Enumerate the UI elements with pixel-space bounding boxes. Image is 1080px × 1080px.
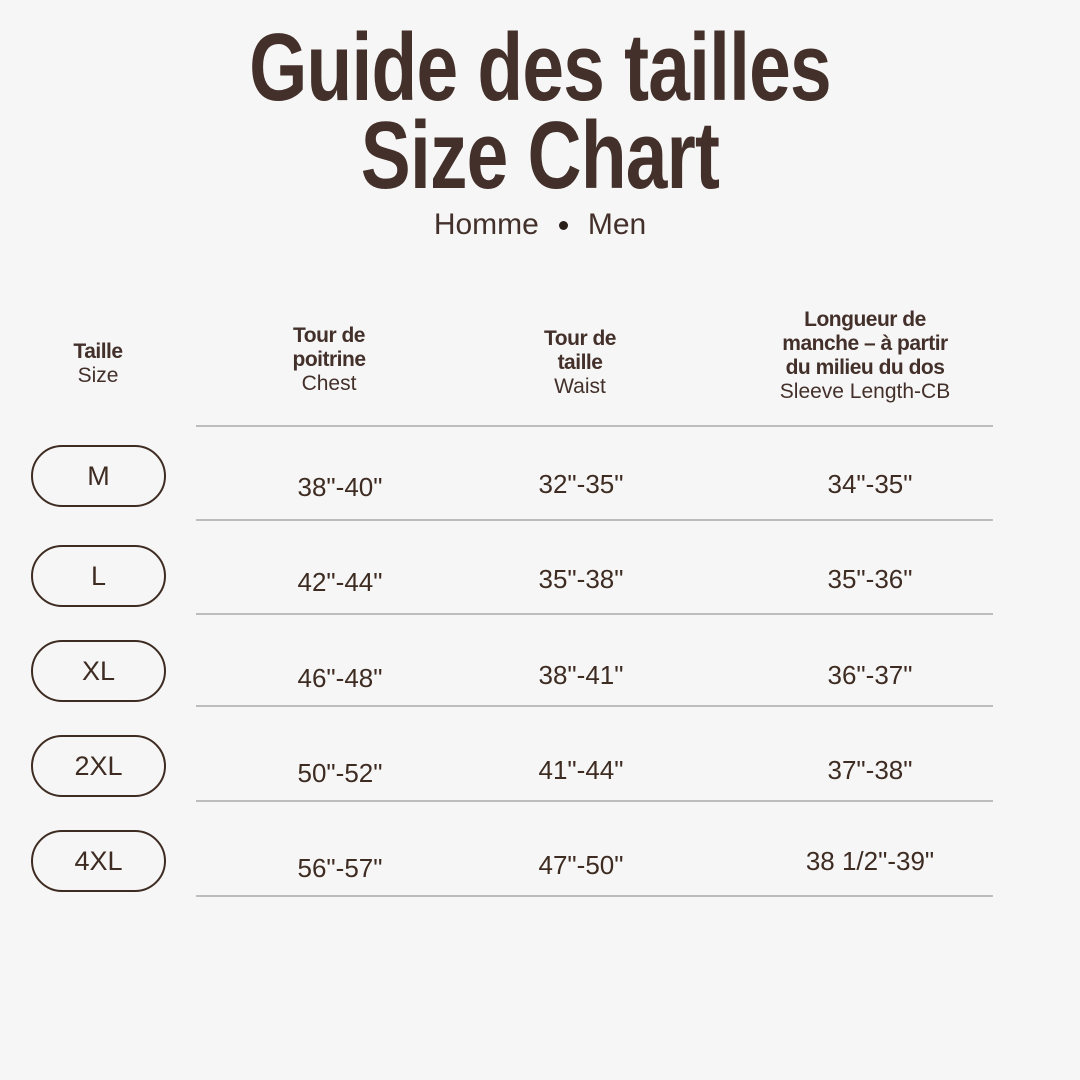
- waist-value: 41"-44": [538, 755, 624, 785]
- sleeve-value: 38 1/2"-39": [805, 846, 935, 876]
- size-badge-xl: XL: [31, 640, 166, 702]
- waist-value: 47"-50": [538, 850, 624, 880]
- table-divider: [196, 425, 993, 427]
- page-title-english: Size Chart: [360, 102, 720, 209]
- chest-value: 56"-57": [297, 853, 383, 883]
- column-header-size-fr: Taille: [73, 340, 123, 363]
- column-header-sleeve: [750, 308, 980, 404]
- size-badge-l: L: [31, 545, 166, 607]
- chest-value: 38"-40": [297, 472, 383, 502]
- page-title-french: Guide des tailles: [249, 14, 831, 121]
- subtitle: [0, 208, 1080, 242]
- sleeve-value: 35"-36": [827, 564, 913, 594]
- column-header-size: [48, 340, 148, 388]
- chest-value: 46"-48": [297, 663, 383, 693]
- size-badge-m: M: [31, 445, 166, 507]
- waist-value: 35"-38": [538, 564, 624, 594]
- column-header-waist-en: Waist: [554, 375, 606, 398]
- table-divider: [196, 800, 993, 802]
- subtitle-french: Homme: [433, 208, 539, 241]
- column-header-sleeve-fr-3: du milieu du dos: [785, 356, 945, 379]
- column-header-sleeve-fr-2: manche – à partir: [782, 332, 948, 355]
- column-header-waist: [510, 327, 650, 399]
- bullet-separator: [559, 221, 568, 230]
- column-header-size-en: Size: [77, 364, 119, 387]
- column-header-chest-fr-1: Tour de: [293, 324, 365, 347]
- column-header-waist-fr-1: Tour de: [544, 327, 616, 350]
- table-divider: [196, 519, 993, 521]
- column-header-sleeve-fr-1: Longueur de: [804, 308, 926, 331]
- column-header-chest-en: Chest: [301, 372, 357, 395]
- size-badge-2xl: 2XL: [31, 735, 166, 797]
- column-header-waist-fr-2: taille: [557, 351, 603, 374]
- table-divider: [196, 613, 993, 615]
- size-badge-4xl: 4XL: [31, 830, 166, 892]
- table-divider: [196, 705, 993, 707]
- column-header-chest: [259, 324, 399, 396]
- subtitle-english: Men: [587, 208, 647, 241]
- waist-value: 32"-35": [538, 469, 624, 499]
- sleeve-value: 34"-35": [827, 469, 913, 499]
- sleeve-value: 37"-38": [827, 755, 913, 785]
- table-divider: [196, 895, 993, 897]
- column-header-sleeve-en: Sleeve Length-CB: [779, 380, 951, 403]
- chest-value: 42"-44": [297, 567, 383, 597]
- waist-value: 38"-41": [538, 660, 624, 690]
- sleeve-value: 36"-37": [827, 660, 913, 690]
- chest-value: 50"-52": [297, 758, 383, 788]
- column-header-chest-fr-2: poitrine: [292, 348, 366, 371]
